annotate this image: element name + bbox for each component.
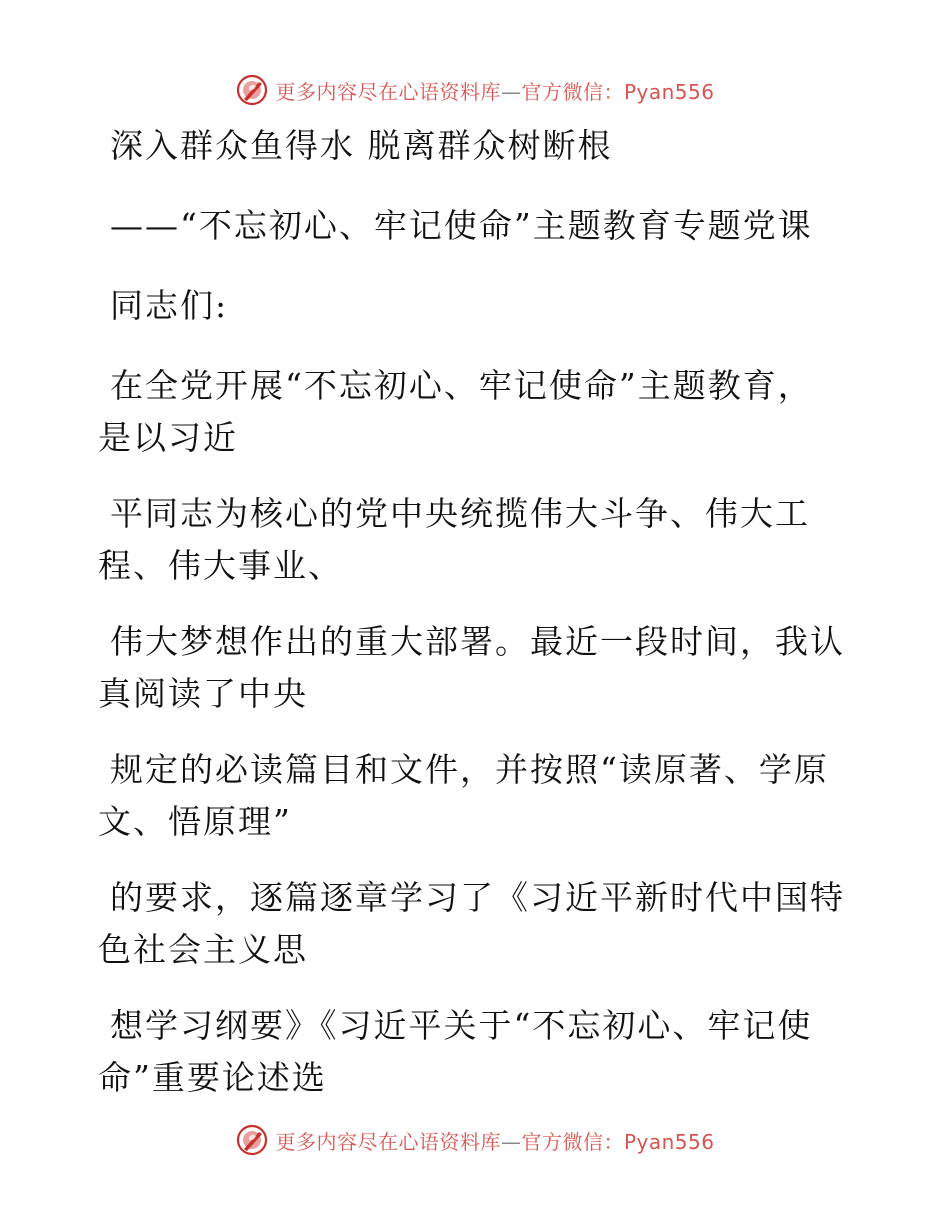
document-subtitle: ——“不忘初心、牢记使命”主题教育专题党课 (110, 206, 813, 245)
rose-quill-logo-icon (235, 73, 269, 107)
document-title: 深入群众鱼得水 脱离群众树断根 (110, 126, 613, 165)
paragraph-line: 程、伟大事业、 (98, 546, 343, 585)
watermark-text: 更多内容尽在心语资料库—官方微信：Pyan556 (275, 1129, 715, 1154)
header-watermark (0, 70, 950, 110)
paragraph-line: 文、悟原理” (98, 802, 292, 841)
paragraph-line: 平同志为核心的党中央统揽伟大斗争、伟大工 (110, 494, 810, 533)
paragraph-line: 想学习纲要》《习近平关于“不忘初心、牢记使 (110, 1006, 813, 1045)
greeting: 同志们: (110, 286, 229, 325)
watermark-text: 更多内容尽在心语资料库—官方微信：Pyan556 (275, 79, 715, 104)
rose-quill-logo-icon (235, 1123, 269, 1157)
footer-watermark (0, 1120, 950, 1160)
paragraph-line: 色社会主义思 (98, 930, 308, 969)
paragraph-line: 伟大梦想作出的重大部署。最近一段时间，我认 (110, 622, 845, 661)
paragraph-line: 是以习近 (98, 418, 238, 457)
paragraph-line: 在全党开展“不忘初心、牢记使命”主题教育， (110, 366, 813, 405)
paragraph-line: 命”重要论述选 (98, 1058, 327, 1097)
paragraph-line: 规定的必读篇目和文件，并按照“读原著、学原 (110, 750, 829, 789)
document-body (98, 120, 845, 1104)
paragraph-line: 真阅读了中央 (98, 674, 308, 713)
paragraph-line: 的要求，逐篇逐章学习了《习近平新时代中国特 (110, 878, 845, 917)
